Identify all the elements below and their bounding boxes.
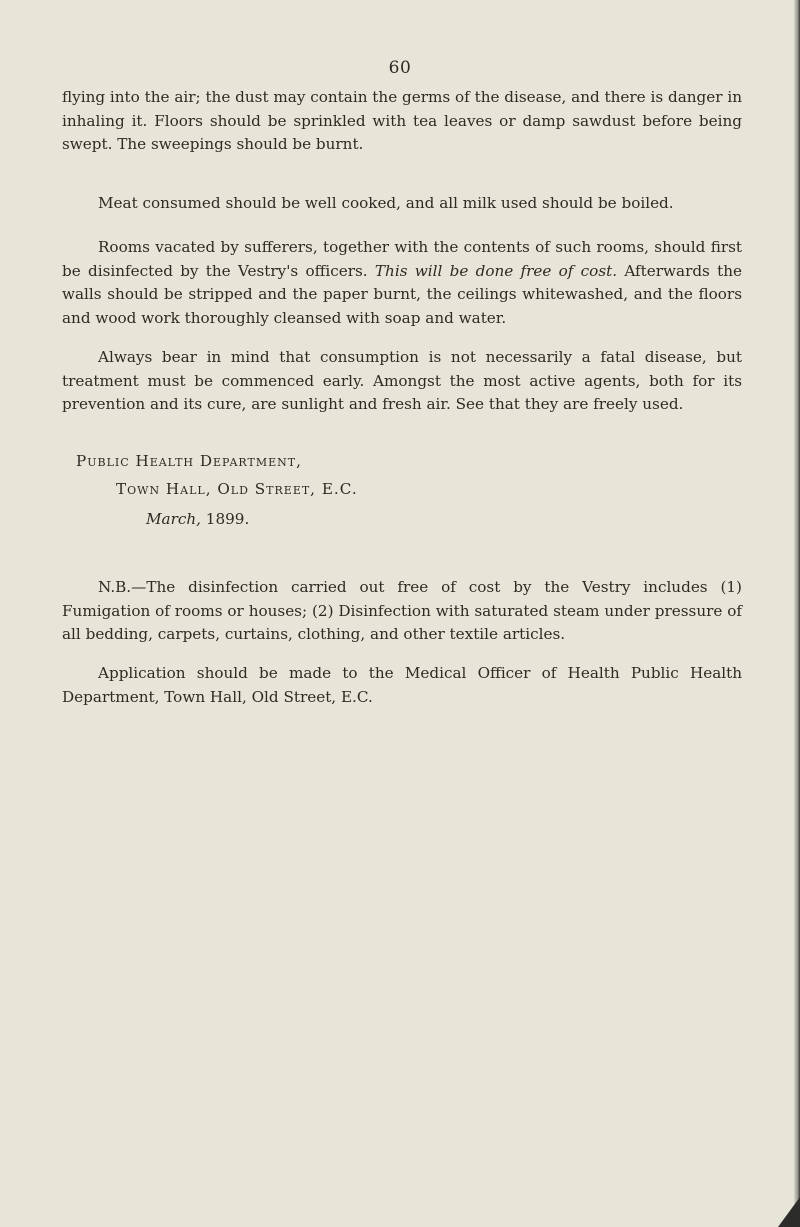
- free-of-cost-italic: This will be done free of cost.: [374, 261, 618, 280]
- signature-address: Town Hall, Old Street, E.C.: [116, 480, 358, 498]
- page-number: 60: [388, 58, 412, 78]
- paragraph-nota-bene: N.B.—The disinfection carried out free of cost by the Vestry includes (1) Fumigation of rooms or houses; (2) Disinfection with saturated steam under pressure of all bedding, carpets, curtains, clothing, and other textile articles.: [62, 578, 742, 643]
- paragraph-application: Application should be made to the Medical Officer of Health Public Health Department, Town Hall, Old Street, E.C.: [62, 664, 742, 706]
- signature-date: [146, 510, 249, 528]
- room-disinfection-text-2: Afterwards the walls should be stripped and the paper burnt, the ceilings whitewashed, and the floors and wood work thoroughly cleansed with soap and water.: [62, 261, 742, 327]
- signature-year: 1899.: [200, 510, 250, 528]
- page-corner-fold: [778, 1197, 800, 1227]
- paragraph-consumption-advice: Always bear in mind that consumption is not necessarily a fatal disease, but treatment must be commenced early. Amongst the most active agents, both for its prevention and its cure, are sunlight and fresh air. See that they are freely used.: [62, 348, 742, 413]
- signature-month: March,: [146, 510, 201, 528]
- page-edge-shadow: [794, 0, 800, 1227]
- paragraph-food-advice: Meat consumed should be well cooked, and all milk used should be boiled.: [98, 194, 674, 212]
- paragraph-room-disinfection: [62, 236, 742, 330]
- room-disinfection-text-1: Rooms vacated by sufferers, together with the contents of such rooms, should first be disinfected by the Vestry's officers.: [62, 238, 742, 280]
- signature-department: Public Health Department,: [76, 452, 302, 470]
- paragraph-dust-precautions: flying into the air; the dust may contain the germs of the disease, and there is danger in inhaling it. Floors should be sprinkled with tea leaves or damp sawdust before being swept. The sweepings should be burnt.: [62, 88, 742, 153]
